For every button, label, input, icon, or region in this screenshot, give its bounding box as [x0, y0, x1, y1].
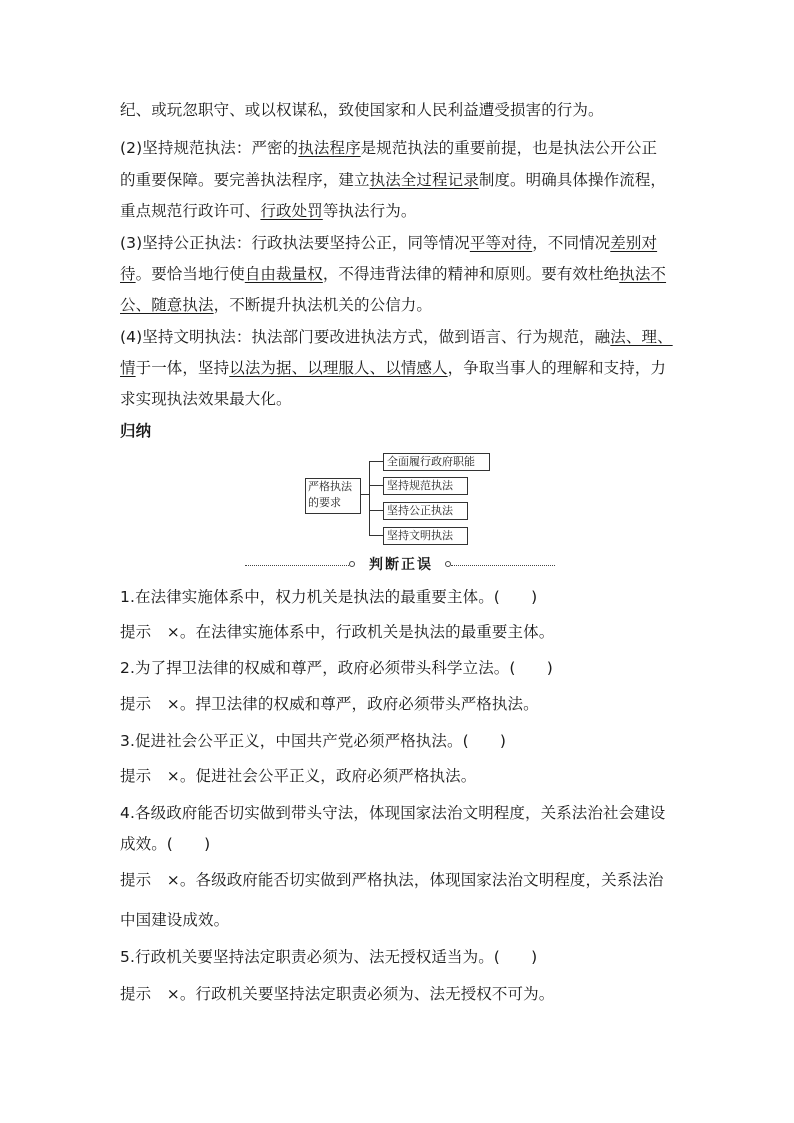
diagram-item-box: 全面履行政府职能 [383, 453, 490, 471]
connector-line [369, 485, 383, 486]
diagram-root-box [305, 478, 361, 514]
underlined-term: 差别对 [610, 234, 658, 252]
text: 纪、或玩忽职守、或以权谋私，致使国家和人民利益遭受损害的行为。 [120, 101, 604, 119]
answer-hint: 提示 ×。行政机关要坚持法定职责必须为、法无授权不可为。 [120, 985, 555, 1003]
question-text: 5.行政机关要坚持法定职责必须为、法无授权适当为。( ) [120, 948, 538, 966]
text: 于一体，坚持 [135, 359, 230, 377]
text-line [120, 201, 416, 221]
text-line [120, 138, 657, 158]
circle-ornament-icon [445, 561, 451, 567]
text-line [120, 358, 666, 378]
text-line [120, 100, 604, 120]
text: ，不断提升执法机关的公信力。 [213, 296, 433, 314]
underlined-term: 执法不 [619, 265, 667, 283]
text: 重点规范行政许可、 [120, 202, 261, 220]
connector-line [369, 535, 383, 536]
question-text: 成效。( ) [120, 835, 211, 853]
text: 求实现执法效果最大化。 [120, 390, 292, 408]
answer-hint: 提示 ×。在法律实施体系中，行政机关是执法的最重要主体。 [120, 623, 555, 641]
text-line [120, 170, 666, 190]
answer-hint: 提示 ×。捍卫法律的权威和尊严，政府必须带头严格执法。 [120, 695, 539, 713]
answer-hint: 提示 ×。各级政府能否切实做到严格执法，体现国家法治文明程度，关系法治 [120, 871, 664, 889]
underlined-term: 执法全过程记录 [369, 171, 479, 189]
diagram-root-label: 严格执法 [308, 480, 352, 493]
question-text: 4.各级政府能否切实做到带头守法，体现国家法治文明程度，关系法治社会建设 [120, 804, 666, 822]
underlined-term: 公、随意执法 [120, 296, 214, 314]
text-line [120, 327, 673, 347]
text-line [120, 233, 657, 253]
text: 等执法行为。 [322, 202, 417, 220]
question-text: 3.促进社会公平正义，中国共产党必须严格执法。( ) [120, 732, 507, 750]
dotted-rule [451, 565, 555, 566]
underlined-term: 法、理、 [610, 328, 673, 346]
question-text: 2.为了捍卫法律的权威和尊严，政府必须带头科学立法。( ) [120, 659, 553, 677]
text-line [120, 295, 432, 315]
summary-diagram [305, 452, 490, 544]
diagram-item-box: 坚持规范执法 [383, 477, 468, 495]
text: (2)坚持规范执法：严密的 [120, 139, 299, 157]
text: 。要恰当地行使 [135, 265, 245, 283]
text: (4)坚持文明执法：执法部门要改进执法方式，做到语言、行为规范，融 [120, 328, 611, 346]
text: 是规范执法的重要前提，也是执法公开公正 [360, 139, 658, 157]
text: ，不同情况 [532, 234, 611, 252]
answer-hint: 中国建设成效。 [120, 911, 230, 929]
section-divider [245, 556, 555, 574]
underlined-term: 行政处罚 [260, 202, 323, 220]
answer-hint: 提示 ×。促进社会公平正义，政府必须严格执法。 [120, 767, 477, 785]
connector-line [369, 510, 383, 511]
connector-line [361, 494, 369, 495]
text-line [120, 264, 666, 284]
dotted-rule [245, 565, 349, 566]
underlined-term: 情 [120, 359, 136, 377]
connector-line [369, 461, 383, 462]
text: 的重要保障。要完善执法程序，建立 [120, 171, 370, 189]
underlined-term: 执法程序 [298, 139, 361, 157]
text: ，争取当事人的理解和支持，力 [447, 359, 667, 377]
diagram-item-box: 坚持公正执法 [383, 502, 468, 520]
underlined-term: 待 [120, 265, 136, 283]
question-text: 1.在法律实施体系中，权力机关是执法的最重要主体。( ) [120, 588, 538, 606]
diagram-item-box: 坚持文明执法 [383, 527, 468, 545]
text: 制度。明确具体操作流程， [478, 171, 667, 189]
section-title: 判断正误 [369, 557, 433, 573]
text: ，不得违背法律的精神和原则。要有效杜绝 [322, 265, 620, 283]
diagram-root-label: 的要求 [308, 496, 341, 509]
text-line [120, 389, 292, 409]
text: (3)坚持公正执法：行政执法要坚持公正，同等情况 [120, 234, 470, 252]
underlined-term: 自由裁量权 [244, 265, 323, 283]
underlined-term: 以法为据、以理服人、以情感人 [229, 359, 448, 377]
underlined-term: 平等对待 [469, 234, 533, 252]
summary-label: 归纳 [120, 422, 152, 440]
circle-ornament-icon [349, 561, 355, 567]
connector-line [369, 461, 370, 536]
